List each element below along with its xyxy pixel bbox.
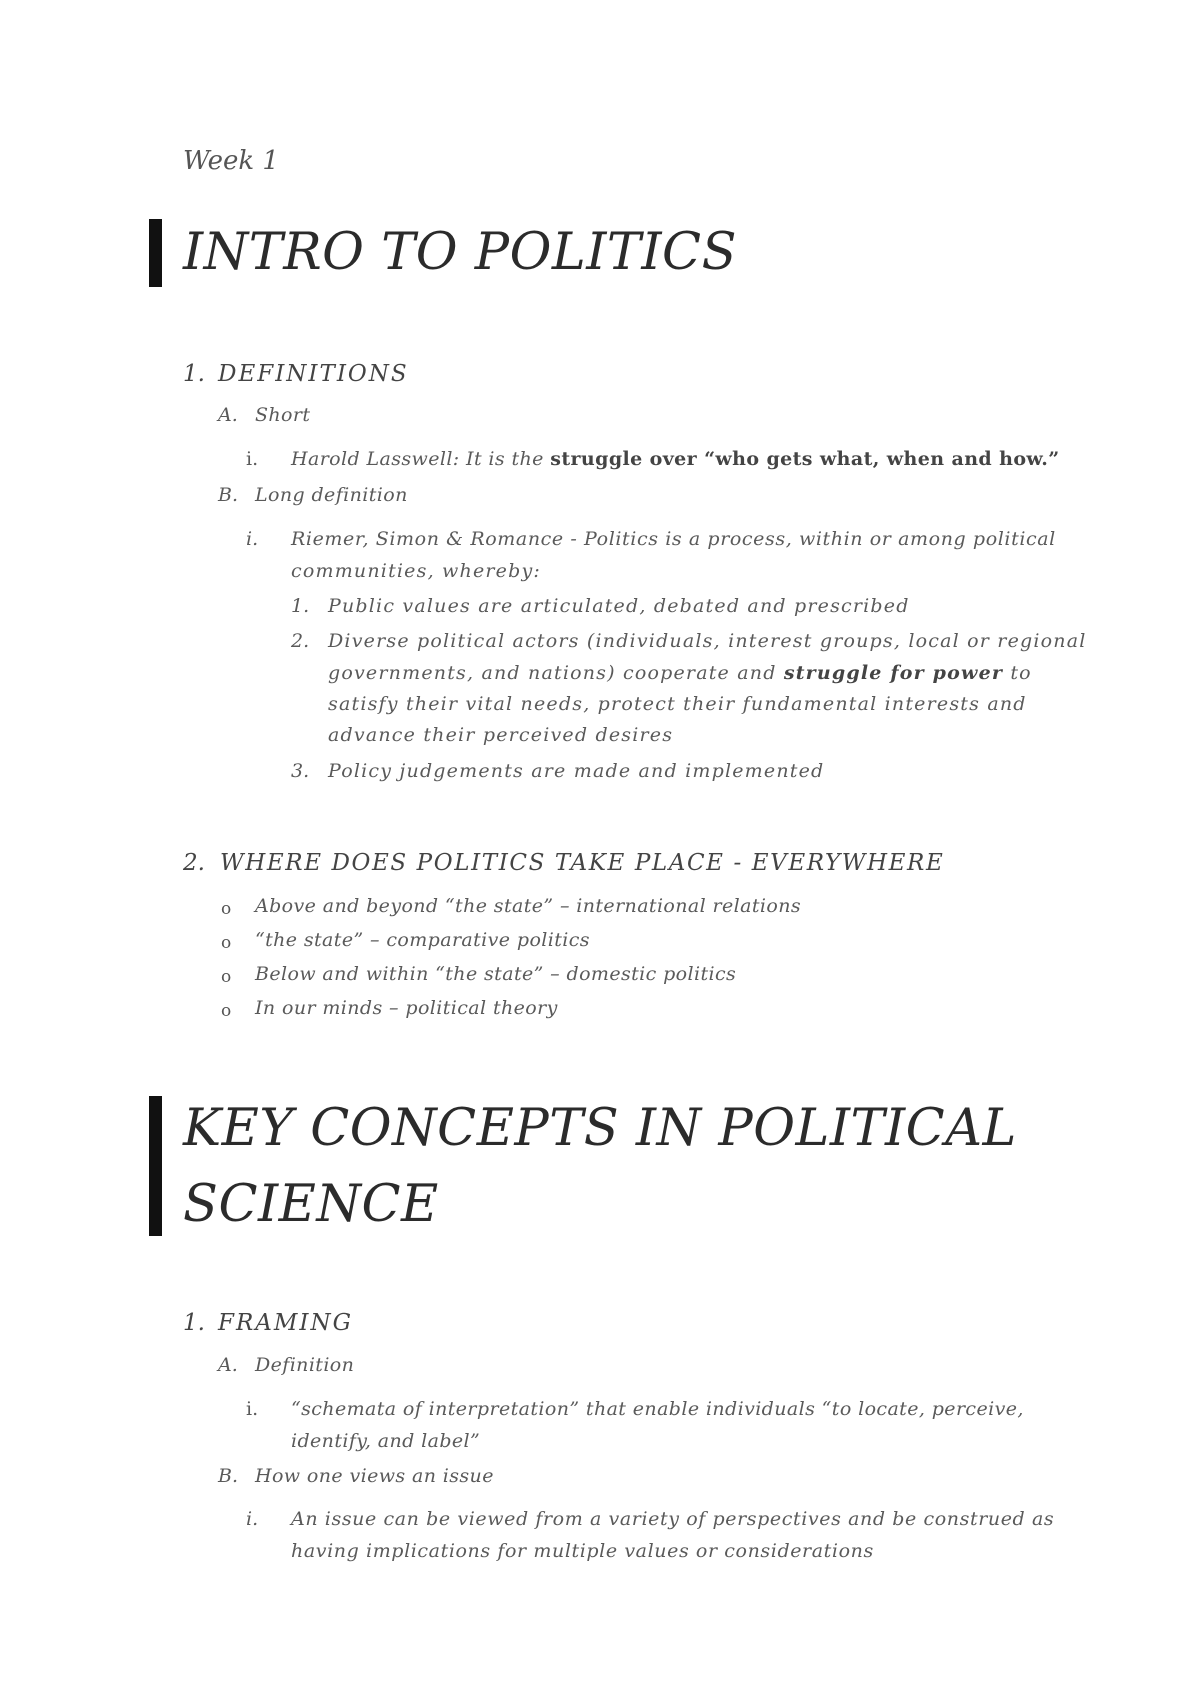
subheading-short: Short — [255, 404, 311, 426]
week-label: Week 1 — [183, 146, 279, 176]
lasswell-bold: struggle over “who gets what, when and how.” — [550, 448, 1060, 470]
bullet: o — [221, 967, 232, 987]
point-1: Public values are articulated, debated and prescribed — [328, 595, 910, 617]
section-title-intro: INTRO TO POLITICS — [183, 223, 738, 282]
heading-bar — [149, 1096, 162, 1236]
section-title-key-concepts-line-1: KEY CONCEPTS IN POLITICAL — [183, 1099, 1017, 1158]
subheading-how-one-views: How one views an issue — [255, 1465, 494, 1487]
list-marker: i. — [246, 1508, 259, 1530]
point-2-pre: governments, and nations) cooperate and — [328, 662, 784, 684]
lasswell-definition — [291, 448, 1060, 470]
subheading-long-definition: Long definition — [255, 484, 408, 506]
list-marker: A. — [218, 404, 238, 426]
views-line-2: having implications for multiple values or considerations — [291, 1540, 874, 1562]
list-marker: i. — [246, 448, 259, 470]
list-number: 2. — [183, 850, 205, 876]
heading-framing: FRAMING — [218, 1310, 354, 1336]
heading-bar — [149, 219, 162, 287]
list-marker: B. — [218, 1465, 239, 1487]
point-3: Policy judgements are made and implemented — [328, 760, 825, 782]
heading-definitions: DEFINITIONS — [218, 361, 409, 387]
list-marker: 1. — [291, 595, 310, 617]
list-marker: 3. — [291, 760, 310, 782]
list-number: 1. — [183, 361, 205, 387]
where-item-4: In our minds – political theory — [255, 997, 558, 1019]
list-marker: B. — [218, 484, 239, 506]
framing-definition-line-1: “schemata of interpretation” that enable individuals “to locate, perceive, — [291, 1398, 1024, 1420]
list-marker: A. — [218, 1354, 238, 1376]
struggle-for-power: struggle for power — [783, 662, 1004, 684]
where-item-1: Above and beyond “the state” – international relations — [255, 895, 802, 917]
point-2-line-2 — [328, 662, 1032, 684]
subheading-definition: Definition — [255, 1354, 355, 1376]
where-item-3: Below and within “the state” – domestic politics — [255, 963, 737, 985]
list-marker: 2. — [291, 630, 310, 652]
riemer-line-2: communities, whereby: — [291, 560, 542, 582]
point-2-line-1: Diverse political actors (individuals, interest groups, local or regional — [328, 630, 1087, 652]
list-number: 1. — [183, 1310, 205, 1336]
list-marker: i. — [246, 1398, 259, 1420]
bullet: o — [221, 933, 232, 953]
point-2-line-4: advance their perceived desires — [328, 724, 674, 746]
heading-where: WHERE DOES POLITICS TAKE PLACE - EVERYWHERE — [220, 850, 945, 876]
list-marker: i. — [246, 528, 259, 550]
point-2-post: to — [1003, 662, 1032, 684]
riemer-line-1: Riemer, Simon & Romance - Politics is a process, within or among political — [291, 528, 1056, 550]
lasswell-prefix: Harold Lasswell: It is the — [291, 448, 551, 470]
where-item-2: “the state” – comparative politics — [255, 929, 590, 951]
section-title-key-concepts-line-2: SCIENCE — [183, 1175, 439, 1234]
bullet: o — [221, 899, 232, 919]
point-2-line-3: satisfy their vital needs, protect their fundamental interests and — [328, 693, 1027, 715]
views-line-1: An issue can be viewed from a variety of perspectives and be construed as — [291, 1508, 1055, 1530]
framing-definition-line-2: identify, and label” — [291, 1430, 481, 1452]
bullet: o — [221, 1001, 232, 1021]
